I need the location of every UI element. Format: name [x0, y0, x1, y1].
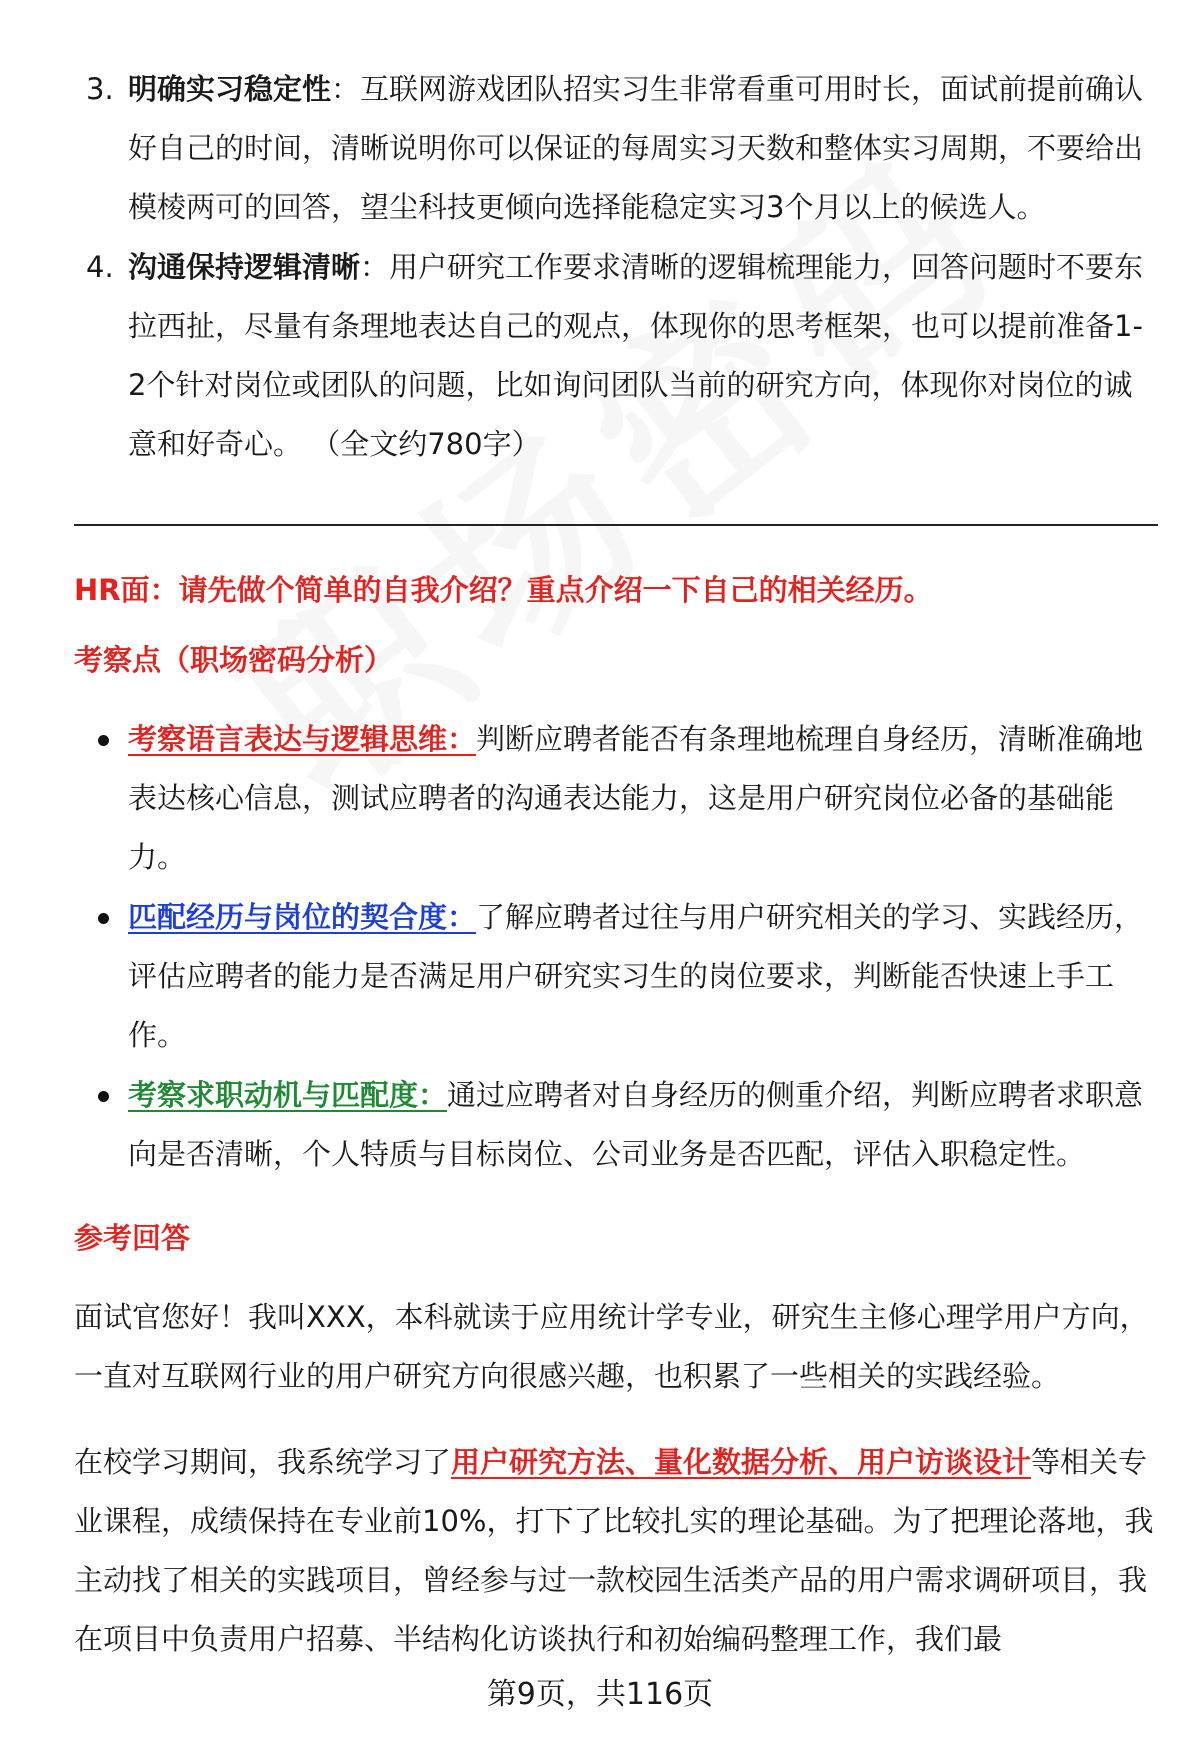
list-item-colon: ： — [360, 250, 390, 284]
list-marker: 4. — [86, 250, 114, 284]
bullet-label: 匹配经历与岗位的契合度： — [128, 900, 477, 934]
list-item-text — [128, 238, 1154, 474]
answer-paragraph-2 — [74, 1433, 1154, 1669]
list-item-3 — [74, 60, 1154, 237]
bullet-body: 通过应聘者对自身经历的侧重介绍，判断应聘者求职意向是否清晰，个人特质与目标岗位、公司业务是否匹配，评估入职稳定性。 — [128, 1078, 1144, 1171]
list-item-body: 互联网游戏团队招实习生非常看重可用时长，面试前提前确认好自己的时间，清晰说明你可以保证的每周实习天数和整体实习周期，不要给出模棱两可的回答，望尘科技更倾向选择能稳定实习3个月以上的候选人。 — [128, 72, 1144, 224]
bullet-dot — [98, 735, 109, 746]
answer-text: 在校学习期间，我系统学习了 — [74, 1445, 452, 1479]
bullet-label: 考察求职动机与匹配度： — [128, 1078, 448, 1112]
list-item-title: 明确实习稳定性 — [128, 72, 332, 106]
analysis-heading: 考察点（职场密码分析） — [74, 643, 394, 677]
bullet-body: 了解应聘者过往与用户研究相关的学习、实践经历，评估应聘者的能力是否满足用户研究实习生的岗位要求，判断能否快速上手工作。 — [128, 900, 1144, 1052]
bullet-body: 判断应聘者能否有条理地梳理自身经历，清晰准确地表达核心信息，测试应聘者的沟通表达能力，这是用户研究岗位必备的基础能力。 — [128, 722, 1144, 874]
page-number: 第9页，共116页 — [486, 1677, 714, 1712]
list-item-body: 用户研究工作要求清晰的逻辑梳理能力，回答问题时不要东拉西扯，尽量有条理地表达自己的观点，体现你的思考框架，也可以提前准备1-2个针对岗位或团队的问题，比如询问团队当前的研究方向，体现你对岗位的诚意和好奇心。 （全文约780字） — [128, 250, 1144, 461]
answer-highlight: 用户研究方法、量化数据分析、用户访谈设计 — [451, 1445, 1032, 1479]
bullet-dot — [98, 913, 109, 924]
list-item-4 — [74, 238, 1154, 474]
answer-paragraph-1: 面试官您好！我叫XXX，本科就读于应用统计学专业，研究生主修心理学用户方向，一直对互联网行业的用户研究方向很感兴趣，也积累了一些相关的实践经验。 — [74, 1300, 1149, 1393]
analysis-bullet — [74, 888, 1154, 1065]
answer-heading: 参考回答 — [74, 1221, 191, 1255]
analysis-bullet — [74, 1066, 1154, 1184]
list-marker: 3. — [86, 72, 114, 106]
bullet-label: 考察语言表达与逻辑思维： — [128, 722, 477, 756]
section-divider — [74, 524, 1158, 526]
analysis-bullet — [74, 710, 1154, 887]
interview-question: HR面：请先做个简单的自我介绍？重点介绍一下自己的相关经历。 — [74, 573, 933, 607]
answer-text: 等相关专业课程，成绩保持在专业前10%，打下了比较扎实的理论基础。为了把理论落地，我主动找了相关的实践项目，曾经参与过一款校园生活类产品的用户需求调研项目，我在项目中负责用户招募、半结构化访谈执行和初始编码整理工作，我们最 — [74, 1445, 1154, 1656]
list-item-title: 沟通保持逻辑清晰 — [128, 250, 361, 284]
list-item-text — [128, 60, 1154, 237]
list-item-colon: ： — [331, 72, 361, 106]
bullet-dot — [98, 1091, 109, 1102]
